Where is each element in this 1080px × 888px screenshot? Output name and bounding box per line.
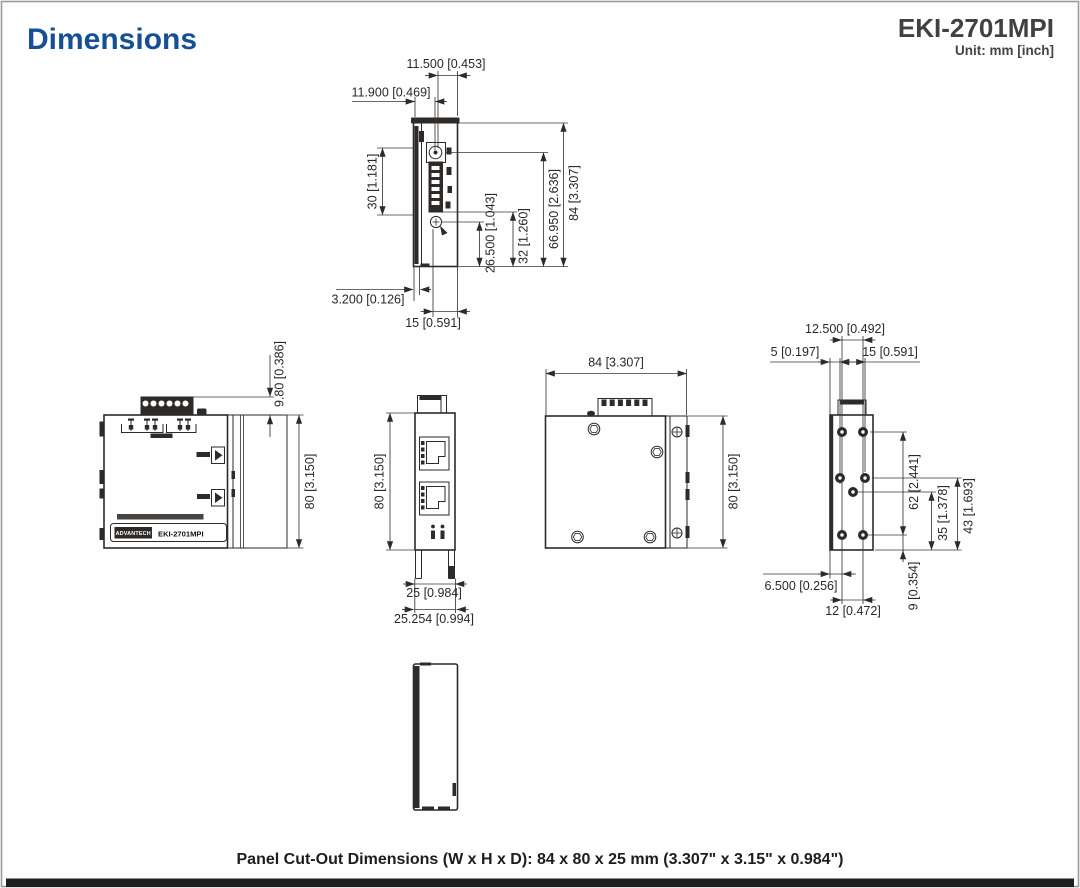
dim-side-height: 80 [3.150] — [372, 453, 387, 510]
dim-mount-span-35: 35 [1.378] — [936, 485, 950, 541]
unit-note: Unit: mm [inch] — [955, 43, 1054, 58]
dim-top-screw-offset: 30 [1.181] — [365, 153, 380, 210]
dim-mount-span-43: 43 [1.693] — [961, 478, 976, 534]
label-logo-text: ADVANTECH — [115, 531, 151, 537]
dim-mount-span-62: 62 [2.441] — [907, 454, 921, 510]
label-model-text: EKI-2701MPI — [158, 529, 204, 539]
dim-top-din-width: 11.500 [0.453] — [406, 57, 486, 71]
dim-top-height: 84 [3.307] — [567, 165, 581, 221]
bottom-rule-bar — [6, 879, 1074, 888]
dim-mount-hole-pitch-bottom: 12 [0.472] — [825, 604, 881, 618]
dim-top-hole-offset: 26.500 [1.043] — [483, 193, 498, 273]
dim-mount-hole-pitch-top: 12.500 [0.492] — [805, 322, 885, 336]
dim-mount-edge-offset-top: 5 [0.197] — [770, 345, 820, 359]
dim-top-body-width: 11.900 [0.469] — [351, 85, 431, 100]
dim-top-port-offset: 32 [1.260] — [516, 208, 531, 264]
dim-top-depth: 15 [0.591] — [405, 316, 461, 330]
dim-front-height: 80 [3.150] — [303, 453, 317, 510]
dim-front-terminal-height: 9.80 [0.386] — [272, 340, 287, 408]
dim-top-wall: 3.200 [0.126] — [331, 292, 405, 307]
dim-side-overall-width: 25.254 [0.994] — [394, 612, 474, 626]
dim-mount-edge-offset-bottom: 6.500 [0.256] — [764, 579, 838, 593]
product-name: EKI-2701MPI — [897, 13, 1054, 43]
dim-mount-span-9: 9 [0.354] — [906, 561, 921, 611]
dim-back-width: 84 [3.307] — [588, 355, 644, 370]
fine-print-bar — [117, 514, 204, 520]
dim-top-screw-span: 66.950 [2.636] — [547, 169, 561, 249]
dim-side-width: 25 [0.984] — [406, 586, 462, 600]
page-title: Dimensions — [27, 23, 198, 56]
panel-cutout-caption: Panel Cut-Out Dimensions (W x H x D): 84 x 80 x 25 mm (3.307" x 3.15" x 0.984") — [236, 851, 844, 868]
dim-mount-hole-pitch-mid: 15 [0.591] — [862, 345, 918, 359]
dim-back-height: 80 [3.150] — [726, 453, 741, 510]
